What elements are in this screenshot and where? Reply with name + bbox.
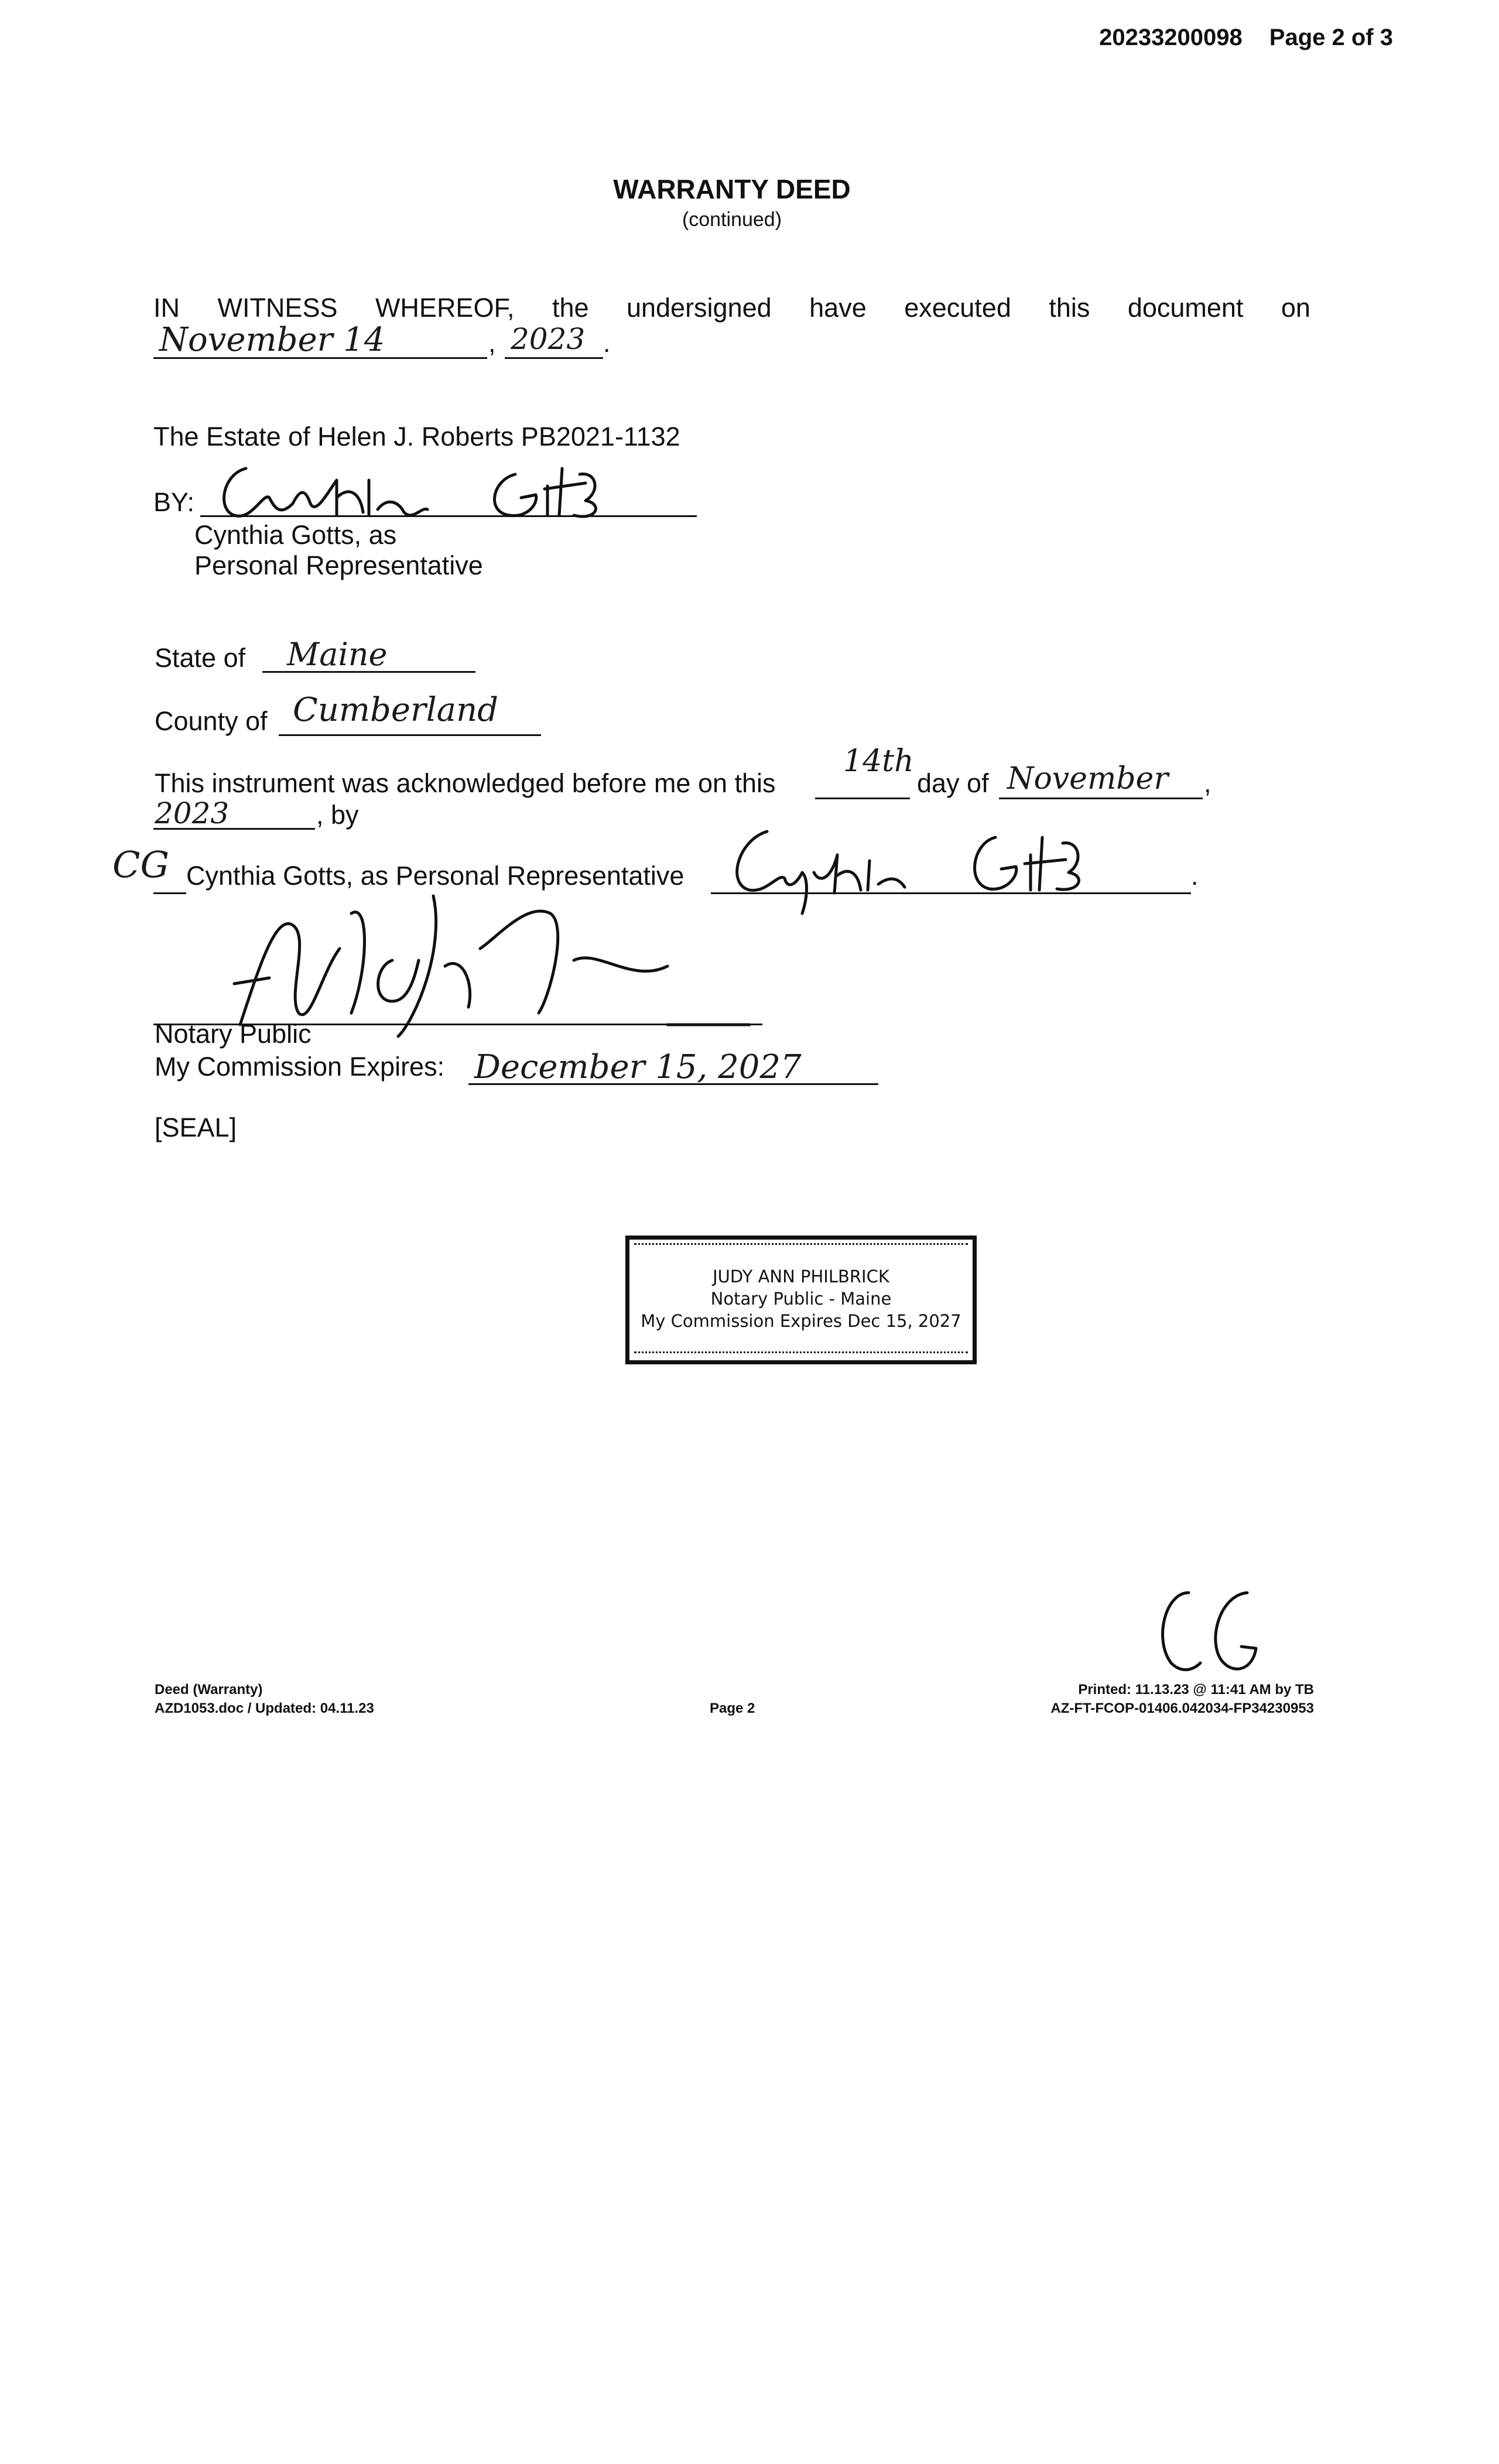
day-of-label: day of — [917, 768, 989, 798]
witness-date-handwritten: November 14 — [159, 321, 385, 359]
county-label: County of — [155, 706, 268, 736]
notary-label: Notary Public — [155, 1019, 312, 1049]
ack-period: . — [1191, 861, 1199, 891]
signer-name: Cynthia Gotts, as — [194, 520, 397, 550]
footer-doc-file: AZD1053.doc / Updated: 04.11.23 — [155, 1700, 374, 1716]
stamp-expiration: My Commission Expires Dec 15, 2027 — [641, 1311, 961, 1331]
document-subtitle: (continued) — [682, 208, 782, 231]
seal-label: [SEAL] — [155, 1113, 237, 1142]
stamp-title: Notary Public - Maine — [710, 1289, 892, 1309]
document-number: 20233200098 — [1099, 25, 1243, 50]
state-label: State of — [155, 643, 246, 673]
witness-word: the — [552, 293, 589, 323]
witness-year-blank — [505, 357, 603, 359]
day-handwritten: 14th — [843, 744, 914, 779]
month-handwritten: November — [1007, 761, 1169, 796]
witness-year-separator: , — [488, 328, 496, 358]
witness-word: WHEREOF, — [375, 293, 515, 323]
person-prefix-blank — [153, 892, 186, 894]
page-indicator: Page 2 of 3 — [1269, 25, 1393, 50]
estate-line: The Estate of Helen J. Roberts PB2021-1132 — [153, 422, 680, 451]
commission-expiration-handwritten: December 15, 2027 — [474, 1048, 802, 1086]
by-label-ack: , by — [316, 800, 359, 830]
page-header — [1099, 25, 1393, 51]
ack-year-handwritten: 2023 — [155, 796, 230, 830]
witness-word: have — [809, 293, 867, 323]
footer-page: Page 2 — [710, 1700, 755, 1716]
signer-role: Personal Representative — [194, 550, 483, 580]
stamp-name: JUDY ANN PHILBRICK — [713, 1267, 889, 1286]
ack-initials-handwritten: CG — [112, 843, 169, 886]
witness-word: IN — [153, 293, 180, 323]
footer-doc-type: Deed (Warranty) — [155, 1682, 263, 1698]
footer-left — [155, 1681, 374, 1718]
witness-word: undersigned — [626, 293, 772, 323]
commission-label: My Commission Expires: — [155, 1052, 445, 1082]
month-blank — [999, 798, 1203, 799]
month-comma: , — [1204, 768, 1211, 798]
commission-blank — [468, 1083, 878, 1085]
witness-word: on — [1281, 293, 1310, 323]
witness-line — [153, 293, 1310, 323]
day-blank — [815, 798, 910, 799]
witness-year-handwritten: 2023 — [511, 322, 586, 356]
witness-word: WITNESS — [217, 293, 338, 323]
witness-word: executed — [904, 293, 1011, 323]
witness-word: this — [1049, 293, 1090, 323]
footer-initials — [1148, 1581, 1265, 1686]
state-handwritten: Maine — [287, 636, 388, 673]
county-handwritten: Cumberland — [293, 691, 498, 729]
witness-period: . — [603, 328, 611, 358]
witness-word: document — [1127, 293, 1244, 323]
county-blank — [279, 734, 541, 736]
by-label: BY: — [153, 487, 195, 517]
footer-right — [1050, 1681, 1314, 1718]
footer-printed: Printed: 11.13.23 @ 11:41 AM by TB — [1078, 1682, 1314, 1698]
footer-reference: AZ-FT-FCOP-01406.042034-FP34230953 — [1050, 1700, 1314, 1716]
acknowledgment-text: This instrument was acknowledged before me on this — [155, 768, 776, 798]
document-title: WARRANTY DEED — [613, 174, 851, 204]
acknowledged-person: Cynthia Gotts, as Personal Representative — [186, 861, 685, 891]
notary-stamp — [625, 1236, 977, 1364]
